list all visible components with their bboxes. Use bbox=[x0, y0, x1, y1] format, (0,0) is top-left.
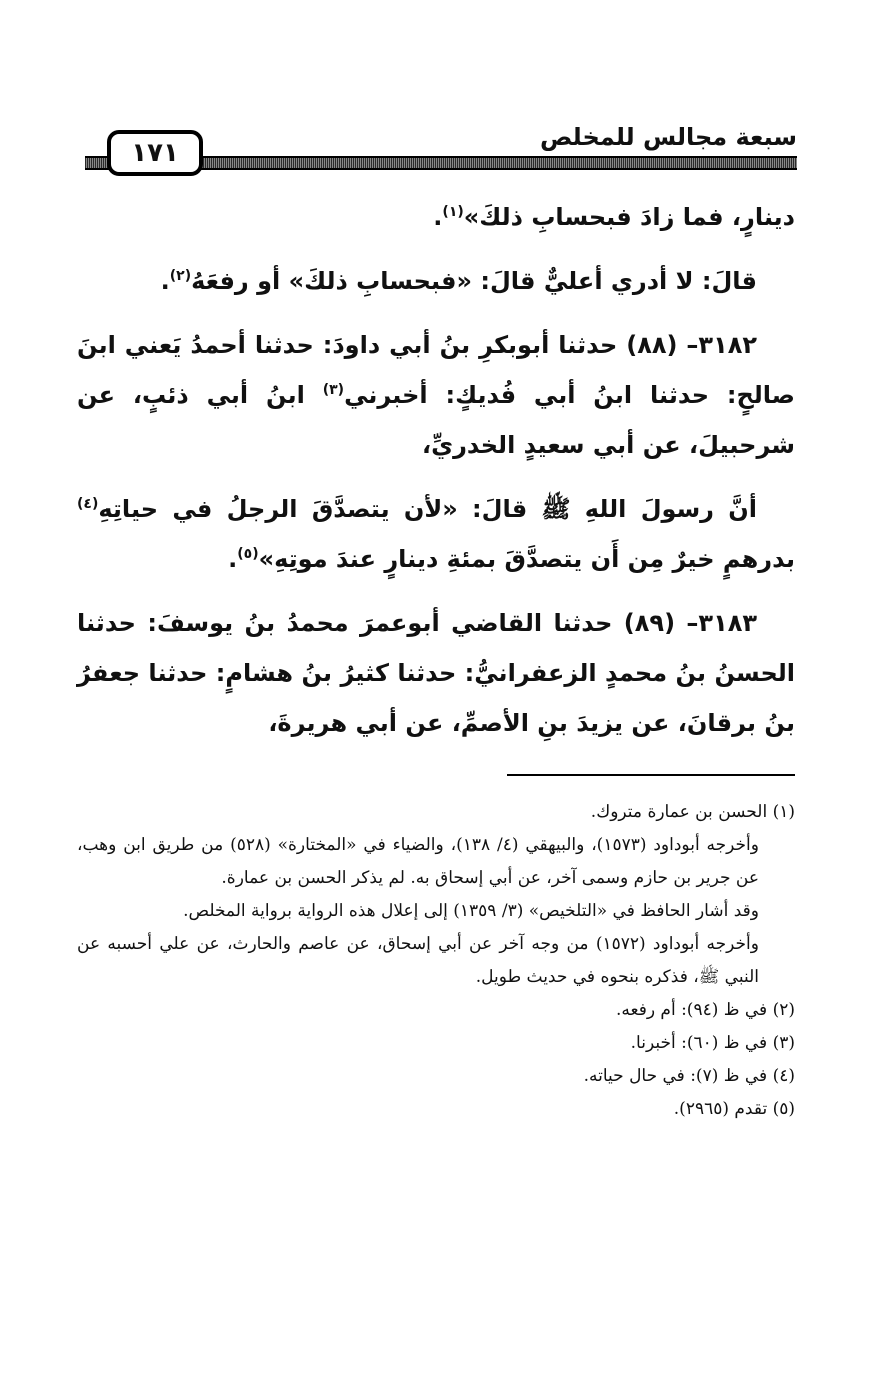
hadith-3182 bbox=[77, 320, 795, 470]
footnote-1: (١) الحسن بن عمارة متروك. bbox=[590, 802, 795, 822]
paragraph-2-end: . bbox=[160, 267, 170, 295]
matn-text-b: بدرهمٍ خيرٌ مِن أَن يتصدَّقَ بمئةِ دينارٍ عندَ موتِهِ» bbox=[258, 545, 795, 573]
hadith-3183-text: ٣١٨٣– (٨٩) حدثنا القاضي أبوعمرَ محمدُ بنُ يوسفَ: حدثنا الحسنُ بنُ محمدٍ الزعفرانيُّ: حدثنا كثيرُ بنُ هشامٍ: حدثنا جعفرُ بنُ برقانَ، عن يزيدَ بنِ الأصمِّ، عن أبي هريرةَ، bbox=[77, 609, 795, 737]
matn-text-a: أنَّ رسولَ اللهِ ﷺ قالَ: «لأن يتصدَّقَ الرجلُ في حياتِهِ bbox=[98, 495, 757, 523]
footnote-5: (٥) تقدم (٢٩٦٥). bbox=[673, 1099, 795, 1119]
footnotes bbox=[77, 796, 795, 1126]
matn-end: . bbox=[228, 545, 238, 573]
footnote-ref-2: (٢) bbox=[169, 268, 192, 284]
footnote-separator bbox=[507, 774, 795, 776]
footnote-2: (٢) في ظ (٩٤): أم رفعه. bbox=[615, 1000, 795, 1020]
paragraph-2 bbox=[77, 256, 795, 306]
footnote-1-para-4: وأخرجه أبوداود (١٥٧٢) من وجه آخر عن أبي إسحاق، عن عاصم والحارث، عن علي أحسبه عن النبي ﷺ، فذكره بنحوه في حديث طويل. bbox=[77, 934, 759, 987]
footnote-4: (٤) في ظ (٧): في حال حياته. bbox=[583, 1066, 795, 1086]
footnote-ref-1: (١) bbox=[442, 204, 464, 220]
paragraph-1-end: . bbox=[433, 203, 443, 231]
page-number: ١٧١ bbox=[107, 130, 203, 176]
hadith-3182-text-b: ابنُ أبي ذئبٍ، عن شرحبيلَ، عن أبي سعيدٍ الخدريِّ، bbox=[77, 381, 795, 459]
footnote-ref-3: (٣) bbox=[322, 382, 345, 398]
main-text bbox=[77, 192, 795, 748]
book-title: سبعة مجالس للمخلص bbox=[534, 122, 797, 152]
paragraph-1-text: دينارٍ، فما زادَ فبحسابِ ذلكَ» bbox=[463, 203, 795, 231]
footnote-ref-5: (٥) bbox=[237, 546, 259, 562]
hadith-3182-matn bbox=[77, 484, 795, 584]
footnote-ref-4: (٤) bbox=[77, 496, 99, 512]
paragraph-2-text: قالَ: لا أدري أعليٌّ قالَ: «فبحسابِ ذلكَ» أو رفعَهُ bbox=[191, 267, 757, 295]
footnote-3: (٣) في ظ (٦٠): أخبرنا. bbox=[630, 1033, 795, 1053]
page-header bbox=[85, 122, 797, 182]
hadith-3182-text-a: ٣١٨٢– (٨٨) حدثنا أبوبكرِ بنُ أبي داودَ: حدثنا أحمدُ يَعني ابنَ صالحٍ: حدثنا ابنُ أبي فُديكٍ: أخبرني bbox=[77, 331, 795, 409]
footnote-1-para-2: وأخرجه أبوداود (١٥٧٣)، والبيهقي (٤/ ١٣٨)، والضياء في «المختارة» (٥٢٨) من طريق ابن وهب، عن جرير بن حازم وسمى آخر، عن أبي إسحاق به. لم يذكر الحسن بن عمارة. bbox=[77, 835, 759, 888]
hadith-3183 bbox=[77, 598, 795, 748]
paragraph-1 bbox=[77, 192, 795, 242]
footnote-1-para-3: وقد أشار الحافظ في «التلخيص» (٣/ ١٣٥٩) إلى إعلال هذه الرواية برواية المخلص. bbox=[183, 901, 759, 921]
